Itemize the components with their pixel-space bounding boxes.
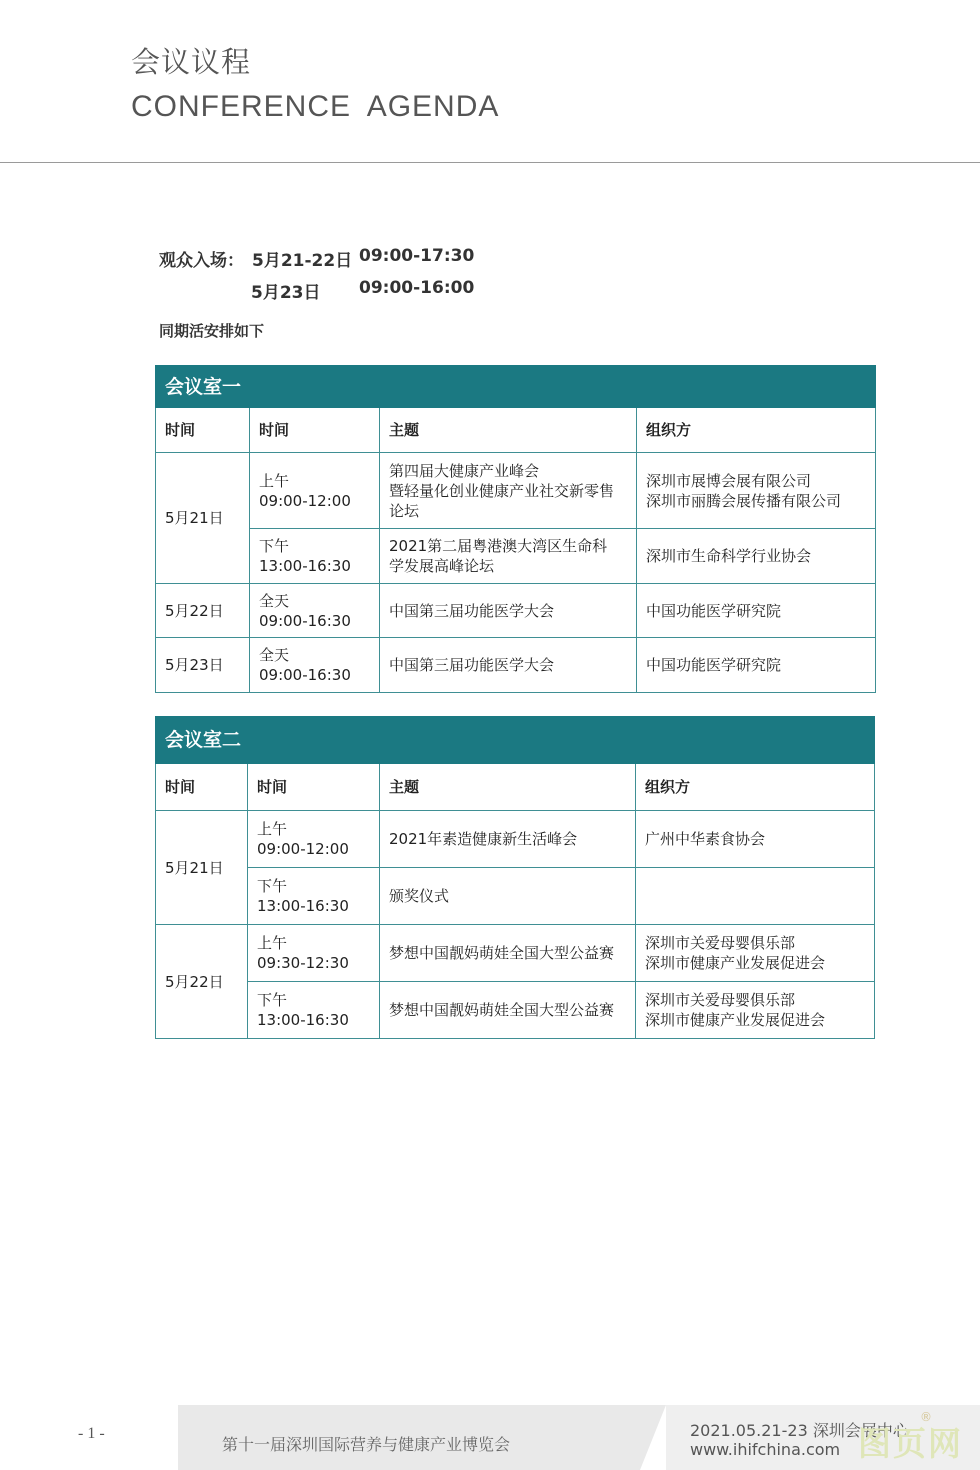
period-text: 全天 xyxy=(259,646,290,664)
table-row xyxy=(156,638,876,693)
time-text: 13:00-16:30 xyxy=(257,1011,349,1029)
period-text: 上午 xyxy=(257,820,288,838)
footer-divider-slash xyxy=(640,1405,666,1470)
time-cell xyxy=(250,584,380,638)
table-row xyxy=(156,584,876,638)
topic-cell xyxy=(380,584,637,638)
time-cell xyxy=(248,811,380,868)
room1-table xyxy=(155,365,876,693)
organizer-cell xyxy=(636,811,875,868)
topic-line: 学发展高峰论坛 xyxy=(389,557,495,575)
header-date: 时间 xyxy=(156,764,248,811)
header-date: 时间 xyxy=(156,408,250,453)
topic-cell xyxy=(380,638,637,693)
entry-date-1: 5月21-22日 xyxy=(252,251,353,271)
table-row xyxy=(156,868,875,925)
topic-cell xyxy=(380,453,637,529)
topic-cell xyxy=(380,529,637,584)
topic-cell xyxy=(380,925,636,982)
organizer-line: 中国功能医学研究院 xyxy=(646,656,782,674)
organizer-line: 广州中华素食协会 xyxy=(645,830,766,848)
organizer-cell xyxy=(636,982,875,1039)
organizer-cell xyxy=(637,638,876,693)
topic-line: 2021第二届粤港澳大湾区生命科 xyxy=(389,537,608,555)
date-cell: 5月22日 xyxy=(156,925,248,1039)
topic-cell xyxy=(380,868,636,925)
organizer-cell xyxy=(636,925,875,982)
table-row xyxy=(156,982,875,1039)
time-cell xyxy=(250,453,380,529)
header-divider xyxy=(0,162,980,163)
header-topic: 主题 xyxy=(380,764,636,811)
date-cell: 5月21日 xyxy=(156,453,250,584)
period-text: 下午 xyxy=(257,877,288,895)
time-cell xyxy=(250,529,380,584)
time-text: 09:00-12:00 xyxy=(257,840,349,858)
organizer-line: 深圳市关爱母婴俱乐部 xyxy=(645,991,796,1009)
room2-title: 会议室二 xyxy=(156,717,875,764)
organizer-cell xyxy=(637,529,876,584)
topic-line: 暨轻量化创业健康产业社交新零售 xyxy=(389,481,615,500)
registered-mark: ® xyxy=(920,1410,932,1424)
time-text: 13:00-16:30 xyxy=(259,557,351,575)
time-cell xyxy=(250,638,380,693)
entry-time-1: 09:00-17:30 xyxy=(359,246,475,266)
footer-expo-name: 第十一届深圳国际营养与健康产业博览会 xyxy=(222,1435,511,1454)
topic-line: 颁奖仪式 xyxy=(389,887,450,905)
period-text: 上午 xyxy=(259,471,290,490)
organizer-line: 深圳市健康产业发展促进会 xyxy=(645,954,826,972)
organizer-line: 深圳市生命科学行业协会 xyxy=(646,547,812,565)
header-time: 时间 xyxy=(248,764,380,811)
topic-line: 论坛 xyxy=(389,501,420,520)
header-time: 时间 xyxy=(250,408,380,453)
topic-line: 中国第三届功能医学大会 xyxy=(389,656,555,674)
date-cell: 5月23日 xyxy=(156,638,250,693)
organizer-cell xyxy=(637,584,876,638)
date-cell: 5月22日 xyxy=(156,584,250,638)
period-text: 全天 xyxy=(259,591,290,610)
entry-date-2: 5月23日 xyxy=(251,283,321,303)
organizer-cell xyxy=(636,868,875,925)
period-text: 上午 xyxy=(257,934,288,952)
header-organizer: 组织方 xyxy=(637,408,876,453)
header-topic: 主题 xyxy=(380,408,637,453)
table-row xyxy=(156,811,875,868)
topic-line: 第四届大健康产业峰会 xyxy=(389,461,540,480)
table-row xyxy=(156,529,876,584)
table-row xyxy=(156,925,875,982)
time-text: 09:00-16:30 xyxy=(259,611,351,630)
organizer-line: 深圳市丽腾会展传播有限公司 xyxy=(646,491,842,510)
subtitle: 同期活安排如下 xyxy=(159,322,265,340)
topic-cell xyxy=(380,811,636,868)
topic-cell xyxy=(380,982,636,1039)
page-title-en: CONFERENCE AGENDA xyxy=(131,90,500,123)
organizer-line: 深圳市展博会展有限公司 xyxy=(646,471,812,490)
organizer-cell xyxy=(637,453,876,529)
topic-line: 中国第三届功能医学大会 xyxy=(389,601,555,620)
organizer-line: 深圳市关爱母婴俱乐部 xyxy=(645,934,796,952)
header-organizer: 组织方 xyxy=(636,764,875,811)
footer-website: www.ihifchina.com xyxy=(690,1440,841,1459)
topic-line: 梦想中国靓妈萌娃全国大型公益赛 xyxy=(389,944,615,962)
period-text: 下午 xyxy=(259,537,290,555)
topic-line: 梦想中国靓妈萌娃全国大型公益赛 xyxy=(389,1001,615,1019)
period-text: 下午 xyxy=(257,991,288,1009)
entry-time-2: 09:00-16:00 xyxy=(359,278,475,298)
time-cell xyxy=(248,868,380,925)
time-text: 09:00-16:30 xyxy=(259,666,351,684)
watermark: 图页网 xyxy=(858,1424,963,1463)
entry-label: 观众入场： xyxy=(159,251,244,271)
date-cell: 5月21日 xyxy=(156,811,248,925)
footer-date-venue: 2021.05.21-23 深圳会展中心 xyxy=(690,1421,909,1440)
time-cell xyxy=(248,925,380,982)
topic-line: 2021年素造健康新生活峰会 xyxy=(389,830,578,848)
time-text: 09:30-12:30 xyxy=(257,954,349,972)
organizer-line: 深圳市健康产业发展促进会 xyxy=(645,1011,826,1029)
time-cell xyxy=(248,982,380,1039)
organizer-line: 中国功能医学研究院 xyxy=(646,601,782,620)
table-row xyxy=(156,453,876,529)
time-text: 13:00-16:30 xyxy=(257,897,349,915)
page-number: - 1 - xyxy=(78,1425,105,1442)
room2-table xyxy=(155,716,875,1039)
room1-title: 会议室一 xyxy=(156,366,876,408)
time-text: 09:00-12:00 xyxy=(259,491,351,510)
page-title-cn: 会议议程 xyxy=(131,45,252,79)
